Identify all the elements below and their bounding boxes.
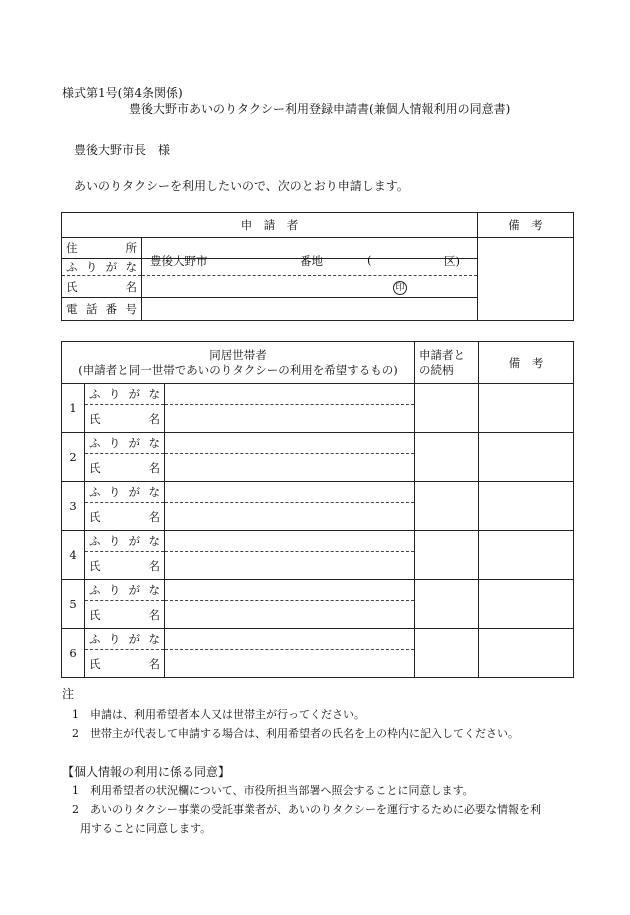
household-furigana-label: ふ り が な [85,629,165,650]
household-remarks-field[interactable] [479,531,574,580]
address-banchi: 番地 [300,254,323,268]
household-remarks-field[interactable] [479,629,574,678]
household-remarks-header: 備 考 [479,342,574,384]
household-furigana-field[interactable] [165,482,415,503]
consent-heading: 【個人情報の利用に係る同意】 [62,765,231,779]
household-furigana-field[interactable] [165,629,415,650]
household-row-number: 4 [62,531,85,580]
name-field[interactable] [142,276,478,298]
household-furigana-label: ふ り が な [85,482,165,503]
intro-text: あいのりタクシーを利用したいので、次のとおり申請します。 [74,179,409,193]
note-item: 2 世帯主が代表して申請する場合は、利用希望者の氏名を上の枠内に記入してください。 [72,727,519,740]
phone-label: 電 話 番 号 [62,298,142,321]
consent-item: 2 あいのりタクシー事業の受託事業者が、あいのりタクシーを運行するために必要な情報を利 [72,803,541,816]
phone-field[interactable] [142,298,478,321]
household-remarks-field[interactable] [479,433,574,482]
household-relation-field[interactable] [415,384,479,433]
household-relation-field[interactable] [415,580,479,629]
address-field[interactable] [142,238,478,268]
household-name-field[interactable] [165,650,415,678]
applicant-header: 申 請 者 [62,213,478,238]
household-header-sub: (申請者と同一世帯であいのりタクシーの利用を希望するもの) [78,362,398,377]
consent-item-continued: 用することに同意します。 [80,822,212,835]
household-name-field[interactable] [165,503,415,531]
household-name-label: 氏 名 [85,650,165,678]
seal-mark: 印 [393,281,407,295]
household-name-field[interactable] [165,454,415,482]
household-row-number: 6 [62,629,85,678]
form-number: 様式第1号(第4条関係) [62,86,183,100]
household-name-label: 氏 名 [85,601,165,629]
household-remarks-field[interactable] [479,482,574,531]
household-furigana-label: ふ り が な [85,433,165,454]
applicant-table [61,212,574,321]
household-furigana-field[interactable] [165,433,415,454]
household-row-number: 2 [62,433,85,482]
household-name-label: 氏 名 [85,405,165,433]
household-name-label: 氏 名 [85,454,165,482]
household-furigana-label: ふ り が な [85,531,165,552]
household-name-field[interactable] [165,601,415,629]
household-name-field[interactable] [165,552,415,580]
addressee: 豊後大野市長 様 [74,143,171,157]
household-relation-field[interactable] [415,433,479,482]
household-relation-field[interactable] [415,629,479,678]
name-label: 氏 名 [62,276,142,298]
household-row-number: 1 [62,384,85,433]
household-furigana-label: ふ り が な [85,580,165,601]
household-name-label: 氏 名 [85,552,165,580]
consent-item: 1 利用希望者の状況欄について、市役所担当部署へ照会することに同意します。 [72,784,474,797]
address-ku: 区) [444,254,460,268]
household-furigana-field[interactable] [165,384,415,405]
applicant-remarks-header: 備 考 [478,213,574,238]
household-header [62,342,415,384]
household-name-field[interactable] [165,405,415,433]
address-label: 住 所 [62,238,142,259]
household-furigana-field[interactable] [165,531,415,552]
relation-header: 申請者との続柄 [415,342,479,384]
furigana-label: ふ り が な [62,259,142,276]
applicant-remarks-field[interactable] [478,238,574,321]
household-furigana-field[interactable] [165,580,415,601]
household-table [61,341,574,678]
household-remarks-field[interactable] [479,580,574,629]
household-name-label: 氏 名 [85,503,165,531]
page-title: 豊後大野市あいのりタクシー利用登録申請書(兼個人情報利用の同意書) [129,102,511,116]
household-remarks-field[interactable] [479,384,574,433]
notes-heading: 注 [62,687,75,701]
address-paren: ( [367,253,372,267]
household-row-number: 5 [62,580,85,629]
household-header-title: 同居世帯者 [209,347,267,362]
household-relation-field[interactable] [415,531,479,580]
note-item: 1 申請は、利用希望者本人又は世帯主が行ってください。 [72,708,365,721]
household-row-number: 3 [62,482,85,531]
household-relation-field[interactable] [415,482,479,531]
address-city: 豊後大野市 [150,254,208,268]
household-furigana-label: ふ り が な [85,384,165,405]
